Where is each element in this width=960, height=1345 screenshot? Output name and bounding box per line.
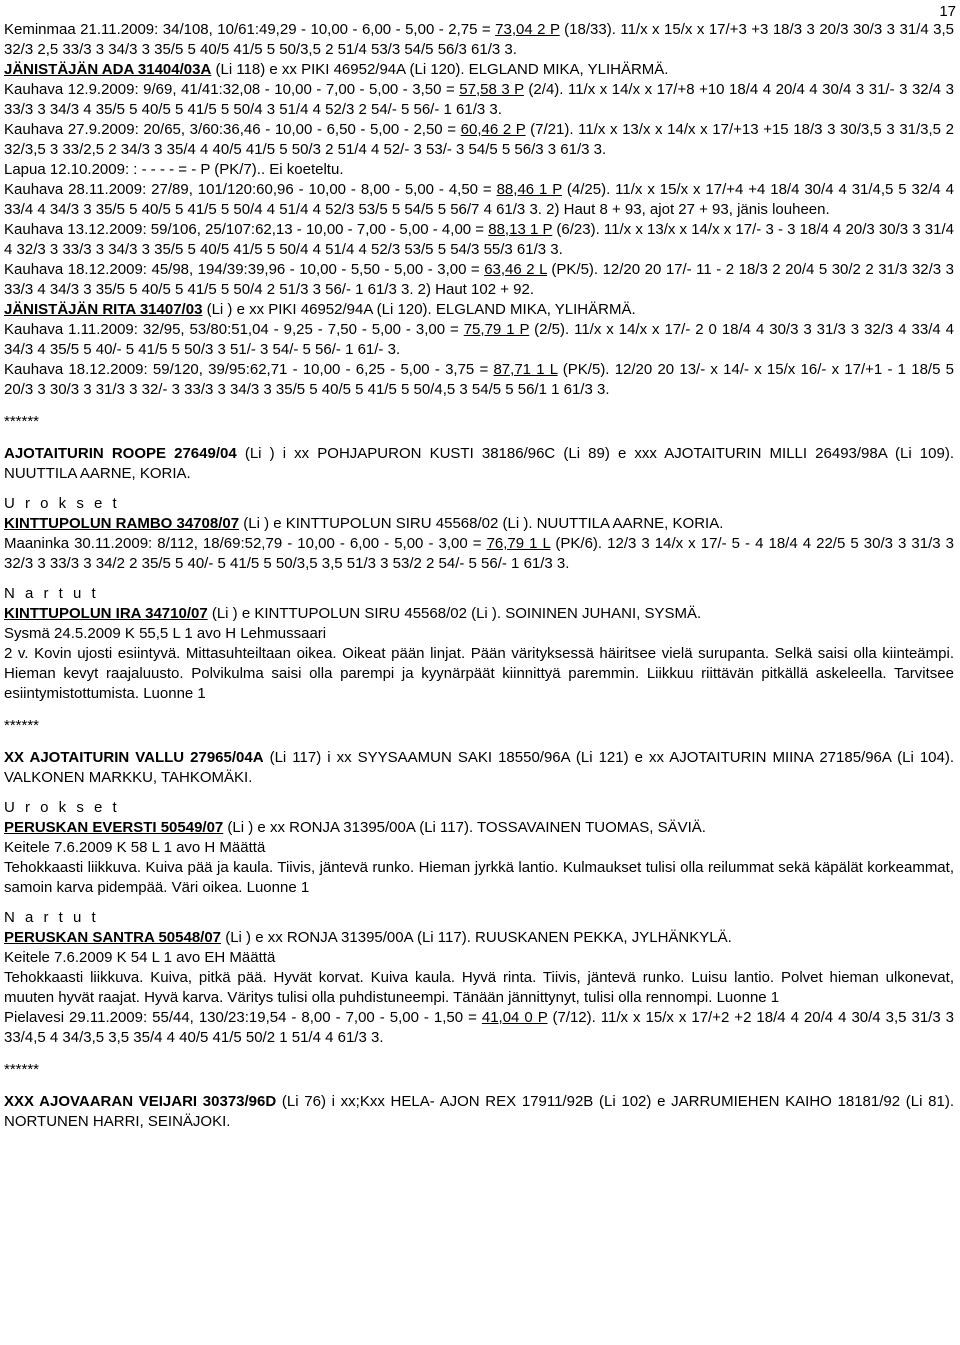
show-line: Sysmä 24.5.2009 K 55,5 L 1 avo H Lehmussaari <box>4 625 327 642</box>
dog-entry: KINTTUPOLUN RAMBO 34708/07 (Li ) e KINTTUPOLUN SIRU 45568/02 (Li ). NUUTTILA AARNE, KORIA. <box>4 515 724 532</box>
show-line: Keitele 7.6.2009 K 54 L 1 avo EH Määttä <box>4 949 276 966</box>
result-line: Kauhava 1.11.2009: 32/95, 53/80:51,04 - 9,25 - 7,50 - 5,00 - 3,00 = 75,79 1 P (2/5). 11/x x 14/x x 17/- 2 0 18/4 4 30/3 3 31/3 3 32/3 4 33/4 4 34/3 4 35/5 5 40/- 5 41/5 5 50/3 3 51/- 3 54/- 5 56/- 1 61/- 3. <box>4 321 954 358</box>
result-line: Kauhava 28.11.2009: 27/89, 101/120:60,96 - 10,00 - 8,00 - 5,00 - 4,50 = 88,46 1 P (4/25). 11/x x 15/x x 17/+4 +4 18/4 30/4 4 31/4,5 5 32/4 4 33/4 4 34/3 3 35/5 5 40/5 5 41/5 5 50/4 4 51/4 4 52/3 53/5 5 54/5 5 56/7 4 61/3 3. 2) Haut 8 + 93, ajot 27 + 93, jänis louheen. <box>4 181 954 218</box>
dog-entry: JÄNISTÄJÄN ADA 31404/03A (Li 118) e xx PIKI 46952/94A (Li 120). ELGLAND MIKA, YLIHÄRMÄ. <box>4 61 669 78</box>
separator: ****** <box>4 413 40 430</box>
dog-name: KINTTUPOLUN IRA 34710/07 <box>4 605 208 622</box>
show-line: Keitele 7.6.2009 K 58 L 1 avo H Määttä <box>4 839 266 856</box>
show-description: Tehokkaasti liikkuva. Kuiva pää ja kaula. Tiivis, jäntevä runko. Hieman jyrkkä lantio. Kulmaukset tulisi olla reilummat sekä käpälät korkeammat, samoin karva pidempää. Väri oikea. Luonne 1 <box>4 859 954 896</box>
dog-name: JÄNISTÄJÄN RITA 31407/03 <box>4 301 203 318</box>
result-line: Pielavesi 29.11.2009: 55/44, 130/23:19,54 - 8,00 - 7,00 - 5,00 - 1,50 = 41,04 0 P (7/12). 11/x x 15/x x 17/+2 +2 18/4 4 20/4 4 30/4 3,5 31/3 3 33/4,5 4 34/3,5 3,5 35/4 4 40/5 41/5 50/2 1 51/4 4 61/3 3. <box>4 1009 955 1046</box>
separator: ****** <box>4 1061 40 1078</box>
dog-entry: PERUSKAN SANTRA 50548/07 (Li ) e xx RONJA 31395/00A (Li 117). RUUSKANEN PEKKA, JYLHÄNKYLÄ. <box>4 929 732 946</box>
section-heading-nartut: N a r t u t <box>4 585 99 602</box>
result-line: Maaninka 30.11.2009: 8/112, 18/69:52,79 - 10,00 - 6,00 - 5,00 - 3,00 = 76,79 1 L (PK/6). 12/3 3 14/x x 17/- 5 - 4 18/4 4 22/5 5 30/3 3 31/3 3 32/3 3 33/3 3 34/2 2 35/5 5 40/- 5 41/5 5 50/3,5 3,5 51/3 3 53/2 2 54/- 5 56/- 1 61/3 3. <box>4 535 954 572</box>
dog-name: XXX AJOVAARAN VEIJARI 30373/96D <box>4 1093 277 1110</box>
dog-name: AJOTAITURIN ROOPE 27649/04 <box>4 445 237 462</box>
section-heading-nartut: N a r t u t <box>4 909 99 926</box>
result-line: Kauhava 12.9.2009: 9/69, 41/41:32,08 - 10,00 - 7,00 - 5,00 - 3,50 = 57,58 3 P (2/4). 11/x x 14/x x 17/+8 +10 18/4 4 20/4 4 30/4 3 31/- 3 32/4 3 33/3 3 34/3 4 35/5 5 40/5 5 41/5 5 50/4 3 51/4 4 52/3 2 54/- 5 56/- 1 61/3 3. <box>4 81 954 118</box>
show-description: 2 v. Kovin ujosti esiintyvä. Mittasuhteiltaan oikea. Oikeat pään linjat. Pään väritykse​ssä häiritsee vielä surupanta. Selkä saisi olla kiinteämpi. Hieman kevyt raajaluusto. Polvikulma saisi olla parempi ja kyynärpäät kiinnittyä paremmin. Liikkuu riittävän pitkällä askeleella. Tarvitsee esiintymistottumista. Luonne 1 <box>4 645 954 702</box>
result-line: Kauhava 13.12.2009: 59/106, 25/107:62,13 - 10,00 - 7,00 - 5,00 - 4,00 = 88,13 1 P (6/23). 11/x x 13/x x 14/x x 17/- 3 - 3 18/4 4 20/3 30/3 3 31/4 4 32/3 3 33/3 3 34/3 3 35/5 5 40/5 41/5 5 50/4 4 51/4 4 52/3 53/5 5 54/3 55/3 61/3 3. <box>4 221 954 258</box>
result-line: Keminmaa 21.11.2009: 34/108, 10/61:49,29 - 10,00 - 6,00 - 5,00 - 2,75 = 73,04 2 P (18/33). 11/x x 15/x x 17/+3 +3 18/3 3 20/3 30/3 3 31/4 3,5 32/3 2,5 33/3 3 34/3 3 35/5 5 40/5 41/5 5 50/3,5 2 51/4 53/3 54/5 56/3 61/3 3. <box>4 21 954 58</box>
separator: ****** <box>4 717 40 734</box>
result-line: Kauhava 18.12.2009: 45/98, 194/39:39,96 - 10,00 - 5,50 - 5,00 - 3,00 = 63,46 2 L (PK/5). 12/20 20 17/- 11 - 2 18/3 2 20/4 5 30/2 2 31/3 32/3 3 33/3 4 34/3 3 35/5 5 40/5 5 41/5 5 50/4 2 51/3 3 56/- 1 61/3 3. 2) Haut 102 + 92. <box>4 261 955 298</box>
result-line: Kauhava 27.9.2009: 20/65, 3/60:36,46 - 10,00 - 6,50 - 5,00 - 2,50 = 60,46 2 P (7/21). 11/x x 13/x x 14/x x 17/+13 +15 18/3 3 30/3,5 3 31/3,5 2 32/3,5 3 33/2,5 2 34/3 3 35/4 4 40/5 41/5 5 50/3 2 51/4 4 52/- 3 53/- 3 54/5 5 56/3 3 61/3 3. <box>4 121 954 158</box>
dog-entry: KINTTUPOLUN IRA 34710/07 (Li ) e KINTTUPOLUN SIRU 45568/02 (Li ). SOININEN JUHANI, SYSMÄ. <box>4 605 702 622</box>
show-description: Tehokkaasti liikkuva. Kuiva, pitkä pää. Hyvät korvat. Kuiva kaula. Hyvä rinta. Tiivis, jäntevä runko. Luisu lantio. Polvet hieman ulkonevat, muuten hyvät raajat. Hyvä karva. Väritys tulisi olla puhdistuneempi. Tänään jännittynyt, tulisi olla rennompi. Luonne 1 <box>4 969 954 1006</box>
parent-entry: XX AJOTAITURIN VALLU 27965/04A (Li 117) i xx SYYSAAMUN SAKI 18550/96A (Li 121) e xx AJOTAITURIN MIINA 27185/96A (Li 104). VALKONEN MARKKU, TAHKOMÄKI. <box>4 749 955 786</box>
result-line: Kauhava 18.12.2009: 59/120, 39/95:62,71 - 10,00 - 6,25 - 5,00 - 3,75 = 87,71 1 L (PK/5). 12/20 20 13/- x 14/- x 15/x 16/- x 17/+1 - 1 18/5 5 20/3 3 30/3 3 31/3 3 32/- 3 33/3 3 34/3 3 35/5 5 40/5 5 41/5 5 50/4,5 3 54/5 5 56/1 1 61/3 3. <box>4 361 954 398</box>
parent-entry: XXX AJOVAARAN VEIJARI 30373/96D (Li 76) i xx;Kxx HELA- AJON REX 17911/92B (Li 102) e JARRUMIEHEN KAIHO 18181/92 (Li 81). NORTUNEN HARRI, SEINÄJOKI. <box>4 1093 954 1130</box>
result-line: Lapua 12.10.2009: : - - - - = - P (PK/7).. Ei koeteltu. <box>4 161 344 178</box>
dog-name: XX AJOTAITURIN VALLU 27965/04A <box>4 749 264 766</box>
dog-entry: JÄNISTÄJÄN RITA 31407/03 (Li ) e xx PIKI 46952/94A (Li 120). ELGLAND MIKA, YLIHÄRMÄ. <box>4 301 636 318</box>
dog-name: PERUSKAN SANTRA 50548/07 <box>4 929 222 946</box>
section-heading-urokset: U r o k s e t <box>4 799 120 816</box>
parent-entry: AJOTAITURIN ROOPE 27649/04 (Li ) i xx POHJAPURON KUSTI 38186/96C (Li 89) e xxx AJOTAITURIN MILLI 26493/98A (Li 109). NUUTTILA AARNE, KORIA. <box>4 445 954 482</box>
dog-entry: PERUSKAN EVERSTI 50549/07 (Li ) e xx RONJA 31395/00A (Li 117). TOSSAVAINEN TUOMAS, SÄVIÄ. <box>4 819 706 836</box>
document-page <box>4 20 954 1132</box>
dog-name: PERUSKAN EVERSTI 50549/07 <box>4 819 224 836</box>
dog-name: JÄNISTÄJÄN ADA 31404/03A <box>4 61 212 78</box>
page-number: 17 <box>939 3 956 20</box>
dog-name: KINTTUPOLUN RAMBO 34708/07 <box>4 515 240 532</box>
section-heading-urokset: U r o k s e t <box>4 495 120 512</box>
